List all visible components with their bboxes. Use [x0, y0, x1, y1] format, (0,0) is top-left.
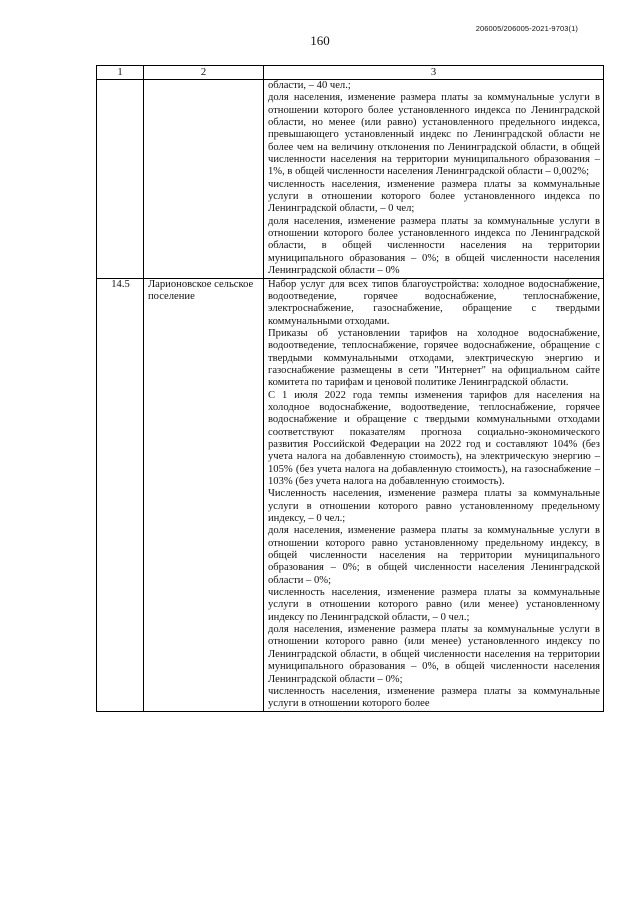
paragraph: доля населения, изменение размера платы за коммунальные услуги в отношении которого равно установленному предельному индексу, в общей численности населения на территории муниципального образования – 0%; в общей численности населения Ленинградской области – 0%;: [268, 525, 600, 586]
row-description: [264, 278, 604, 711]
row-number: [97, 80, 144, 279]
row-number: 14.5: [97, 278, 144, 711]
paragraph: численность населения, изменение размера платы за коммунальные услуги в отношении которого более установленного индекса по Ленинградской области, – 0 чел;: [268, 178, 600, 215]
header-col-1: 1: [97, 66, 144, 80]
header-col-2: 2: [144, 66, 264, 80]
paragraph: доля населения, изменение размера платы за коммунальные услуги в отношении которого более установленного индекса по Ленинградской области, но менее (или равно) установленного предельного индекса, превышающего установленный индекс по Ленинградской области не более чем на величину отклонения по Ленинградской области, в общей численности населения на территории муниципального образования – 1%, в общей численности населения Ленинградской области – 0,002%;: [268, 92, 600, 178]
paragraph: доля населения, изменение размера платы за коммунальные услуги в отношении которого равно (или менее) установленного индексу по Ленинградской области, в общей численности населения на территории муниципального образования – 0%, в общей численности населения Ленинградской области – 0%;: [268, 624, 600, 685]
main-table: [96, 65, 604, 712]
row-municipality: [144, 80, 264, 279]
header-col-3: 3: [264, 66, 604, 80]
document-id: 206005/206005-2021-9703(1): [475, 24, 578, 33]
row-municipality: Ларионовское сельское поселение: [144, 278, 264, 711]
paragraph: численность населения, изменение размера платы за коммунальные услуги в отношении которого более: [268, 685, 600, 710]
paragraph: доля населения, изменение размера платы за коммунальные услуги в отношении которого более установленного индекса по Ленинградской области, в общей численности населения на территории муниципального образования – 0%; в общей численности населения Ленинградской области – 0%: [268, 215, 600, 277]
page-number: 160: [310, 33, 330, 48]
table-row: [97, 278, 604, 711]
paragraph: Численность населения, изменение размера платы за коммунальные услуги в отношении которого равно установленному предельному индексу, – 0 чел.;: [268, 488, 600, 525]
paragraph: численность населения, изменение размера платы за коммунальные услуги в отношении которого равно (или менее) установленному индексу по Ленинградской области, – 0 чел.;: [268, 587, 600, 623]
paragraph: Набор услуг для всех типов благоустройства: холодное водоснабжение, водоотведение, горячее водоснабжение, теплоснабжение, электроснабжение, газоснабжение, обращение с твердыми коммунальными отходами.: [268, 278, 600, 327]
table-row: [97, 80, 604, 279]
row-description: [264, 80, 604, 279]
table-header-row: [97, 66, 604, 80]
paragraph: Приказы об установлении тарифов на холодное водоснабжение, водоотведение, теплоснабжение, горячее водоснабжение, обращение с твердыми коммунальными отходами, электрическую энергию и газоснабжение размещены в сети "Интернет" на официальном сайте комитета по тарифам и ценовой политике Ленинградской области.: [268, 327, 600, 389]
paragraph: области, – 40 чел.;: [268, 80, 351, 91]
paragraph: С 1 июля 2022 года темпы изменения тарифов для населения на холодное водоснабжение, водоотведение, теплоснабжение, горячее водоснабжение и обращение с твердыми коммунальными отходами соответствуют показателям прогноза социально-экономического развития Российской Федерации на 2022 год и составляют 104% (без учета налога на добавленную стоимость), на электрическую энергию – 105% (без учета налога на добавленную стоимость), на газоснабжение – 103% (без учета налога на добавленную стоимость).: [268, 389, 600, 487]
